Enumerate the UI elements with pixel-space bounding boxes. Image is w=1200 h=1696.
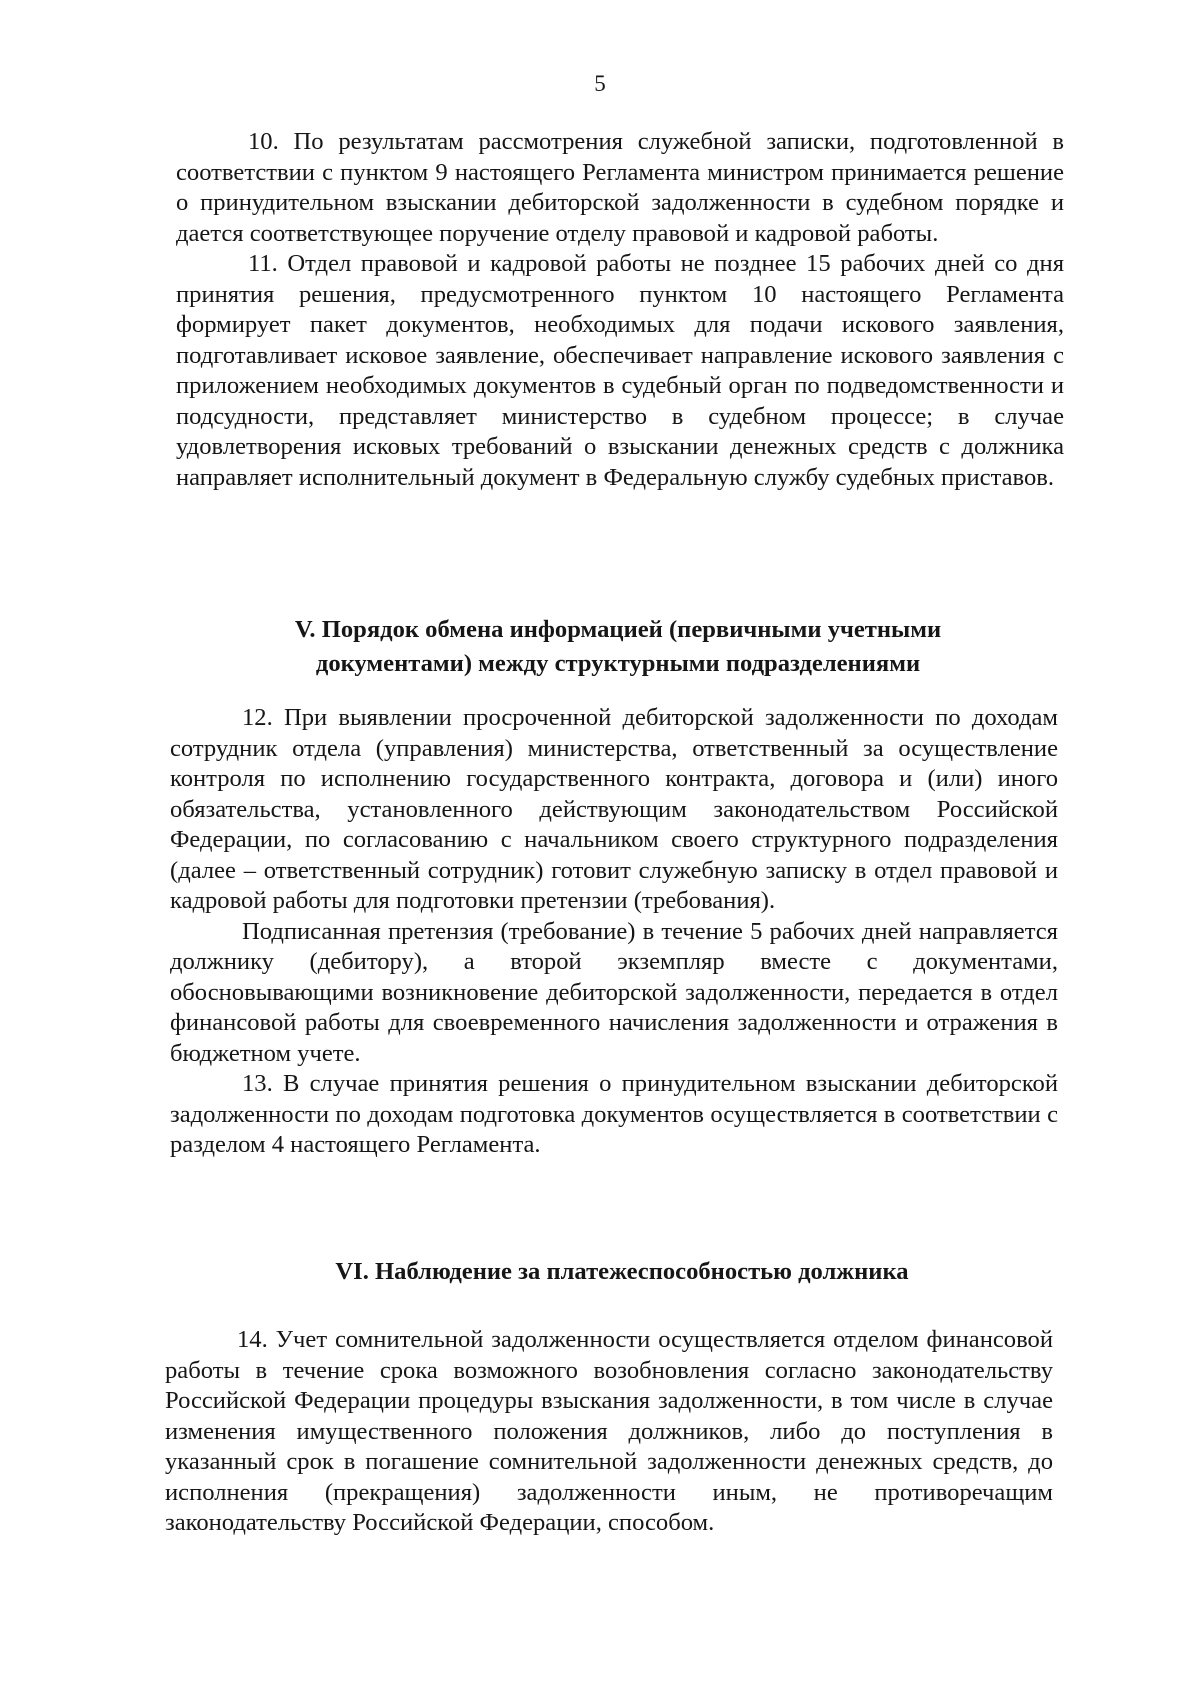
- section-6-heading-line: VI. Наблюдение за платежеспособностью должника: [335, 1258, 909, 1285]
- section-5-body: [170, 703, 1058, 1161]
- section-5-heading: [168, 613, 1068, 681]
- paragraph-12: 12. При выявлении просроченной дебиторской задолженности по доходам сотрудник отдела (управления) министерства, ответственный за осуществление контроля по исполнению государственного контракта, договора и (или) иного обязательства, установленного действующим законодательством Российской Федерации, по согласованию с начальником своего структурного подразделения (далее – ответственный сотрудник) готовит служебную записку в отдел правовой и кадровой работы для подготовки претензии (требования).: [170, 704, 1058, 914]
- section-5-heading-line-2: документами) между структурными подразделениями: [315, 650, 921, 677]
- page-number: 5: [594, 71, 606, 96]
- paragraph-10: 10. По результатам рассмотрения служебной записки, подготовленной в соответствии с пунктом 9 настоящего Регламента министром принимается решение о принудительном взыскании дебиторской задолженности в судебном порядке и дается соответствующее поручение отделу правовой и кадровой работы.: [176, 128, 1064, 247]
- section-5-heading-line-1: V. Порядок обмена информацией (первичными учетными: [294, 616, 942, 643]
- section-4-continuation: [176, 127, 1064, 493]
- paragraph-12-continuation: Подписанная претензия (требование) в течение 5 рабочих дней направляется должнику (дебитору), а второй экземпляр вместе с документами, обосновывающими возникновение дебиторской задолженности, передается в отдел финансовой работы для своевременного начисления задолженности и отражения в бюджетном учете.: [170, 917, 1058, 1067]
- section-6-body: [165, 1325, 1053, 1539]
- paragraph-14: 14. Учет сомнительной задолженности осуществляется отделом финансовой работы в течение срока возможного возобновления согласно законодательству Российской Федерации процедуры взыскания задолженности, в том числе в случае изменения имущественного положения должников, либо до поступления в указанный срок в погашение сомнительной задолженности денежных средств, до исполнения (прекращения) задолженности иным, не противоречащим законодательству Российской Федерации, способом.: [165, 1326, 1053, 1536]
- paragraph-13: 13. В случае принятия решения о принудительном взыскании дебиторской задолженности по доходам подготовка документов осуществляется в соответствии с разделом 4 настоящего Регламента.: [170, 1070, 1058, 1158]
- paragraph-11: 11. Отдел правовой и кадровой работы не позднее 15 рабочих дней со дня принятия решения, предусмотренного пунктом 10 настоящего Регламента формирует пакет документов, необходимых для подачи искового заявления, подготавливает исковое заявление, обеспечивает направление искового заявления с приложением необходимых документов в судебный орган по подведомственности и подсудности, представляет министерство в судебном процессе; в случае удовлетворения исковых требований о взыскании денежных средств с должника направляет исполнительный документ в Федеральную службу судебных приставов.: [176, 250, 1064, 491]
- section-6-heading: [172, 1255, 1072, 1289]
